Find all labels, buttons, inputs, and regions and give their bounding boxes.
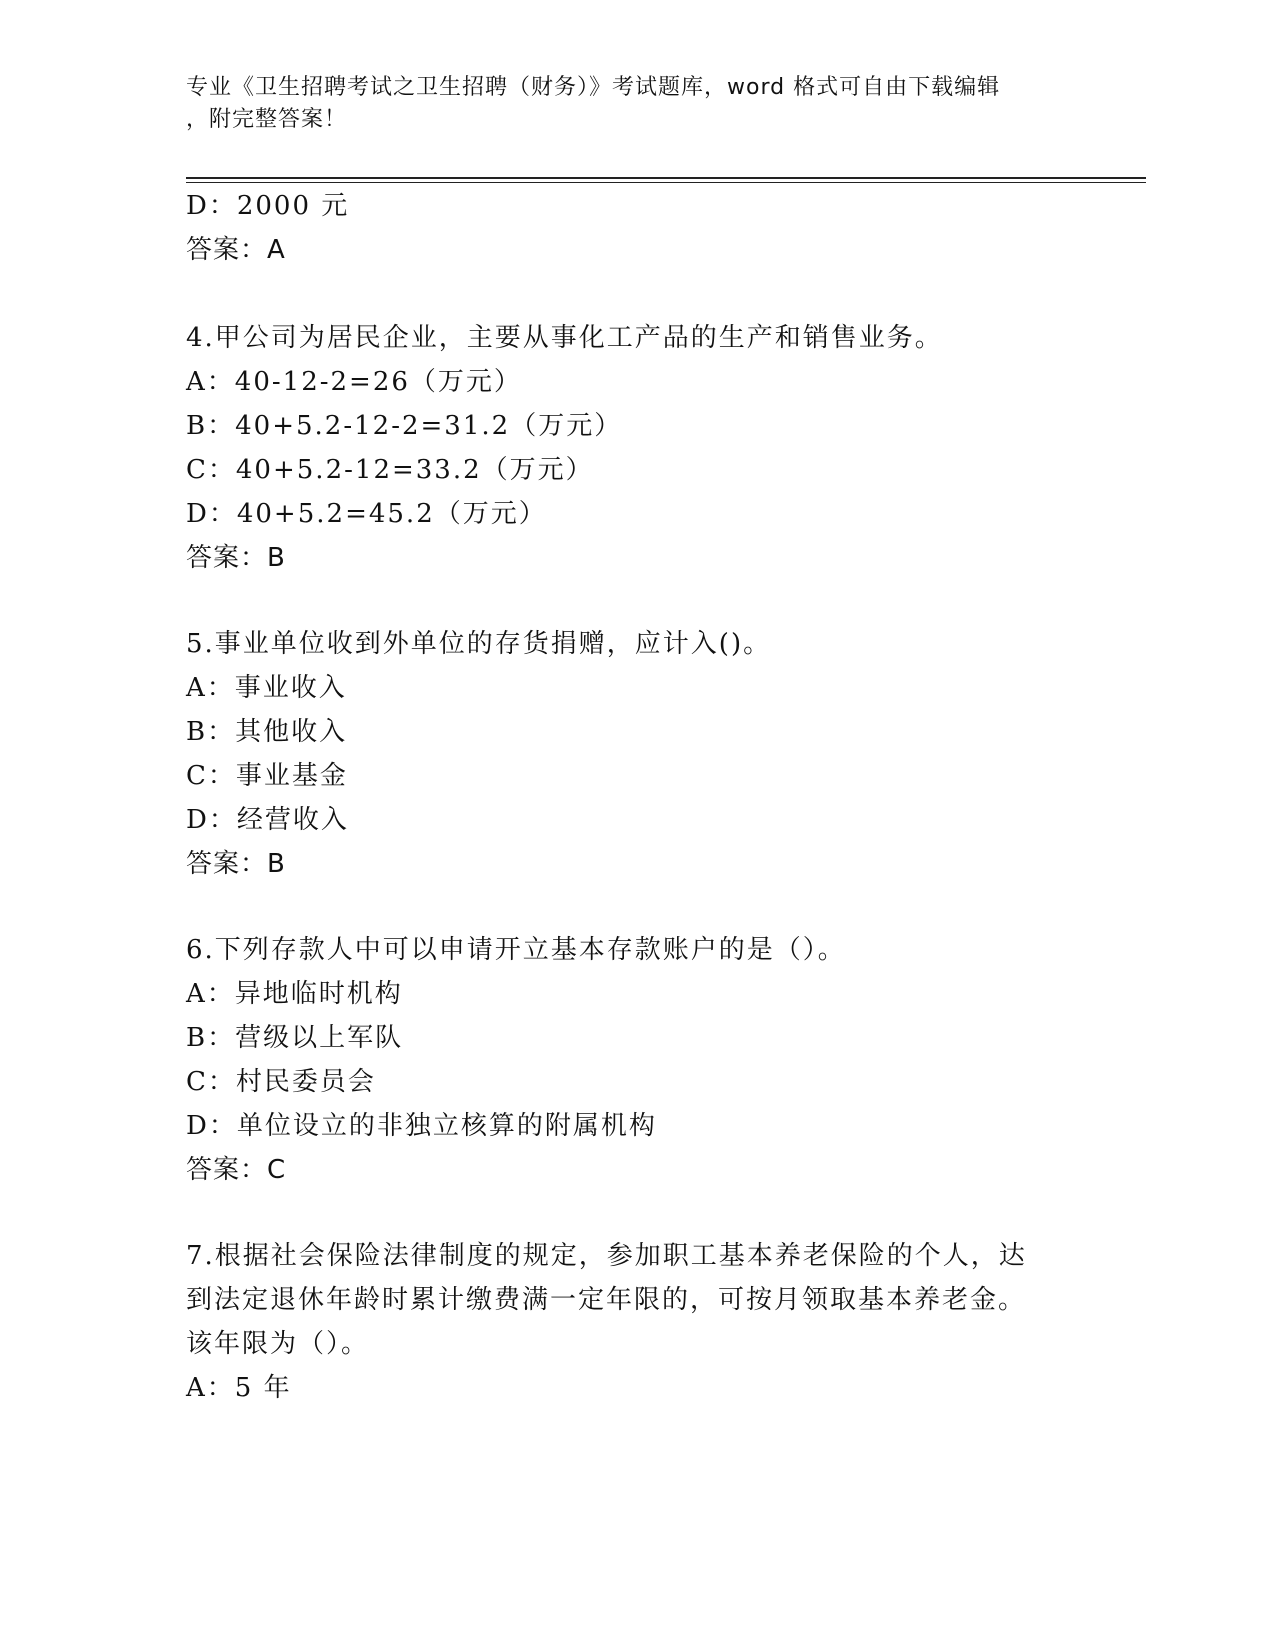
q5-stem: 5.事业单位收到外单位的存货捐赠，应计入()。 bbox=[186, 629, 772, 659]
header-divider-thin bbox=[186, 182, 1146, 183]
q6-option-c: C：村民委员会 bbox=[186, 1067, 376, 1097]
q5-option-c: C：事业基金 bbox=[186, 761, 348, 791]
q6-stem: 6.下列存款人中可以申请开立基本存款账户的是（）。 bbox=[186, 935, 846, 965]
q5-option-b: B：其他收入 bbox=[186, 717, 348, 747]
q5-option-d: D：经营收入 bbox=[186, 805, 349, 835]
q4-stem: 4.甲公司为居民企业，主要从事化工产品的生产和销售业务。 bbox=[186, 323, 943, 353]
q4-option-a: A：40-12-2=26（万元） bbox=[186, 367, 522, 397]
q5-answer: 答案：B bbox=[186, 849, 286, 879]
q7-stem-line-2: 到法定退休年龄时累计缴费满一定年限的，可按月领取基本养老金。 bbox=[186, 1285, 1027, 1315]
header-line-1: 专业《卫生招聘考试之卫生招聘（财务）》考试题库，word 格式可自由下载编辑 bbox=[186, 75, 1001, 100]
document-header bbox=[186, 72, 1086, 136]
q4-option-c: C：40+5.2-12=33.2（万元） bbox=[186, 455, 594, 485]
q7-stem-line-1: 7.根据社会保险法律制度的规定，参加职工基本养老保险的个人，达 bbox=[186, 1241, 1027, 1271]
q4-option-b: B：40+5.2-12-2=31.2（万元） bbox=[186, 411, 623, 441]
q6-option-d: D：单位设立的非独立核算的附属机构 bbox=[186, 1111, 657, 1141]
q6-option-a: A：异地临时机构 bbox=[186, 979, 403, 1009]
q3-option-d: D：2000 元 bbox=[186, 191, 350, 221]
q4-answer: 答案：B bbox=[186, 543, 286, 573]
q6-option-b: B：营级以上军队 bbox=[186, 1023, 404, 1053]
q4-option-d: D：40+5.2=45.2（万元） bbox=[186, 499, 547, 529]
q3-answer: 答案：A bbox=[186, 235, 286, 265]
q6-answer: 答案：C bbox=[186, 1155, 287, 1185]
header-line-2: ，附完整答案！ bbox=[186, 107, 348, 132]
q7-stem-line-3: 该年限为（）。 bbox=[186, 1329, 370, 1359]
q7-option-a: A：5 年 bbox=[186, 1373, 292, 1403]
header-divider-thick bbox=[186, 177, 1146, 179]
q5-option-a: A：事业收入 bbox=[186, 673, 347, 703]
